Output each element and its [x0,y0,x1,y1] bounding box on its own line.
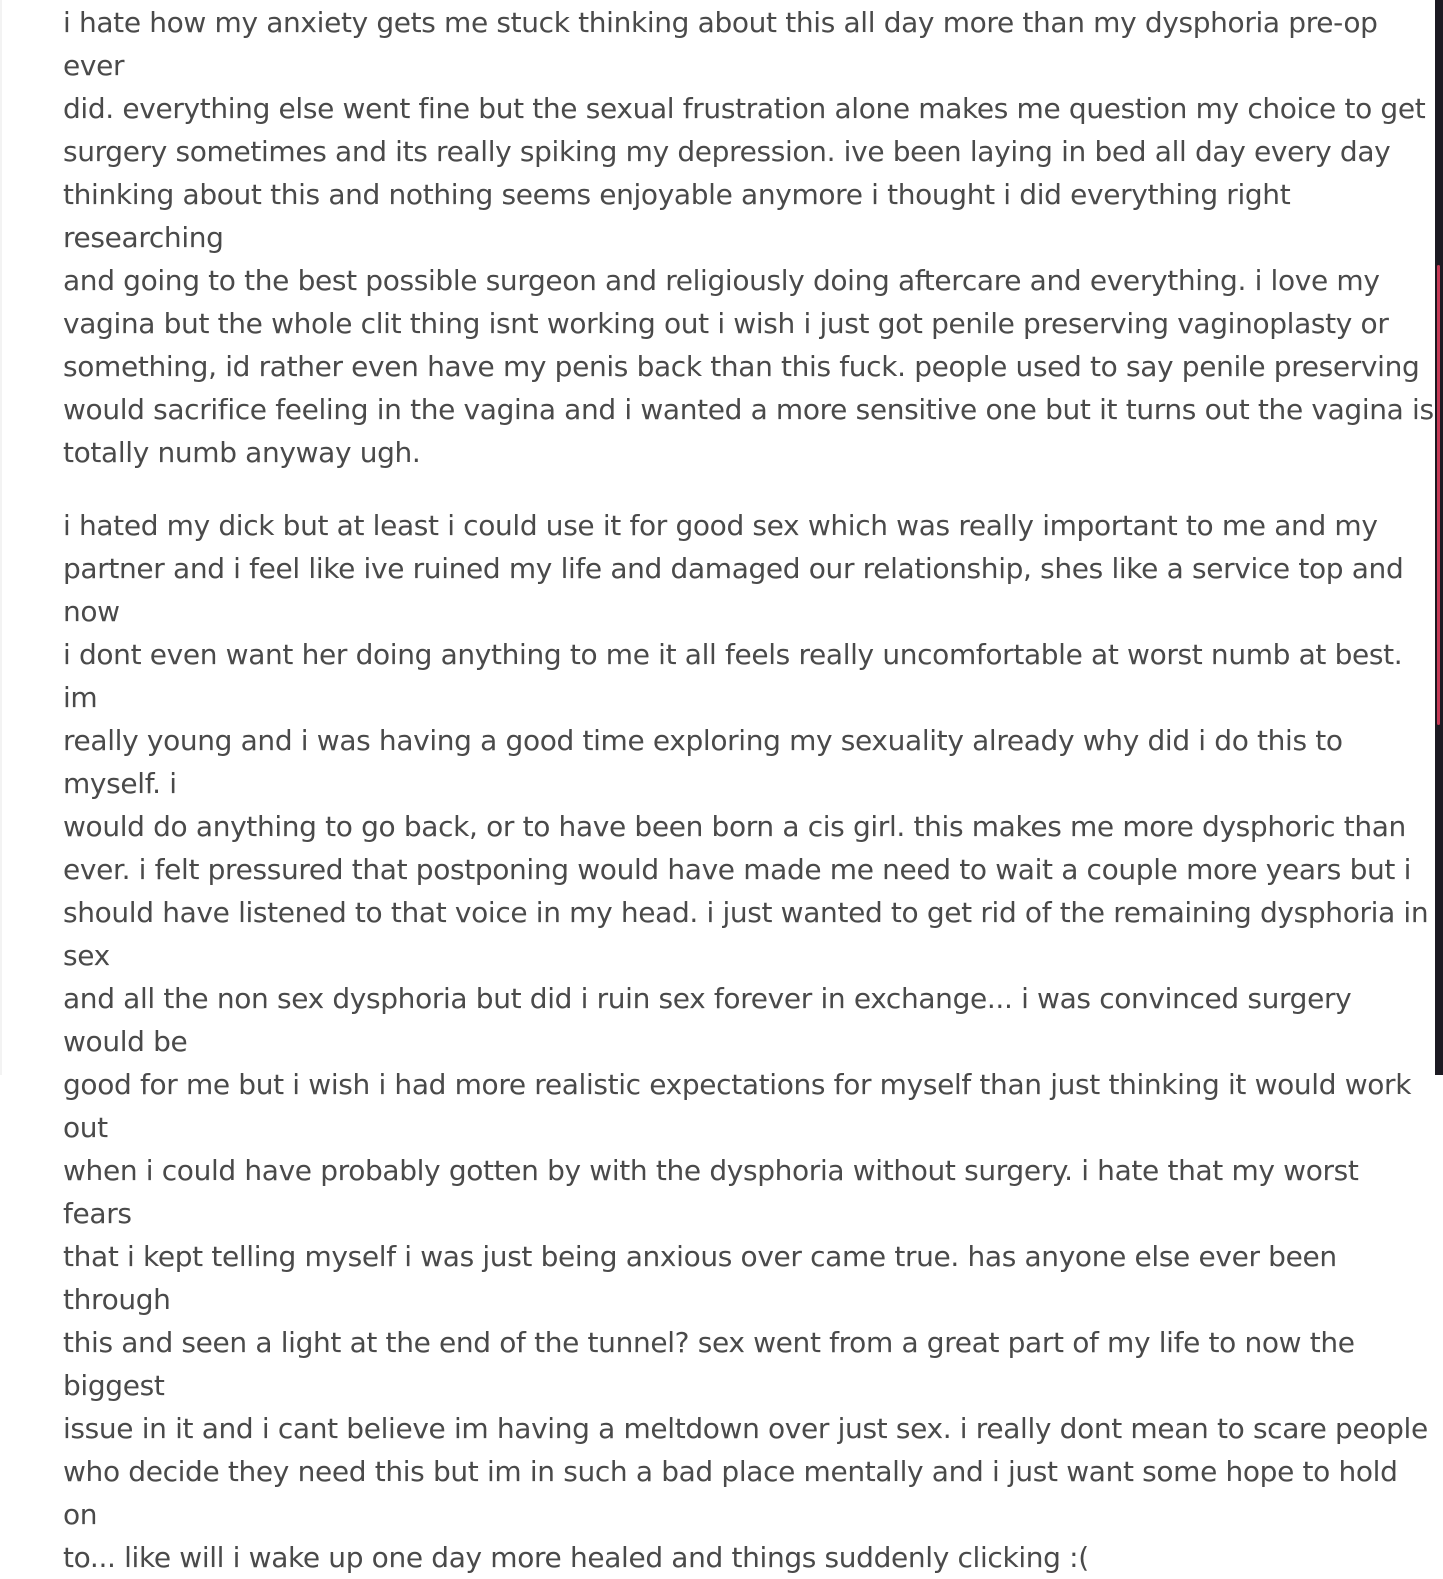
scrollbar-thumb[interactable] [1437,265,1440,725]
post-paragraph-2: i hated my dick but at least i could use it for good sex which was really important to me and my partner and i feel like ive ruined my life and damaged our relationship, shes like a service top and now i dont even want her doing anything to me it all feels really uncomfortable at worst numb at best. im really young and i was having a good time exploring my sexuality already why did i do this to myself. i would do anything to go back, or to have been born a cis girl. this makes me more dysphoric than ever. i felt pressured that postponing would have made me need to wait a couple more years but i should have listened to that voice in my head. i just wanted to get rid of the remaining dysphoria in sex and all the non sex dysphoria but did i ruin sex forever in exchange... i was convinced surgery would be good for me but i wish i had more realistic expectations for myself than just thinking it would work out when i could have probably gotten by with the dysphoria without surgery. i hate that my worst fears that i kept telling myself i was just being anxious over came true. has anyone else ever been through this and seen a light at the end of the tunnel? sex went from a great part of my life to now the biggest issue in it and i cant believe im having a meltdown over just sex. i really dont mean to scare people who decide they need this but im in such a bad place mentally and i just want some hope to hold on to... like will i wake up one day more healed and things suddenly clicking :( [63,509,1429,1574]
post-body [63,0,1435,1579]
post-paragraph-1: i hate how my anxiety gets me stuck thinking about this all day more than my dysphoria pre-op ever did. everything else went fine but the sexual frustration alone makes me question my choice to get surgery sometimes and its really spiking my depression. ive been laying in bed all day every day thinking about this and nothing seems enjoyable anymore i thought i did everything right researching and going to the best possible surgeon and religiously doing aftercare and everything. i love my vagina but the whole clit thing isnt working out i wish i just got penile preserving vaginoplasty or something, id rather even have my penis back than this fuck. people used to say penile preserving would sacrifice feeling in the vagina and i wanted a more sensitive one but it turns out the vagina is totally numb anyway ugh. [63,6,1434,469]
page-left-edge [0,0,2,1075]
scrollbar[interactable] [1435,0,1443,1075]
